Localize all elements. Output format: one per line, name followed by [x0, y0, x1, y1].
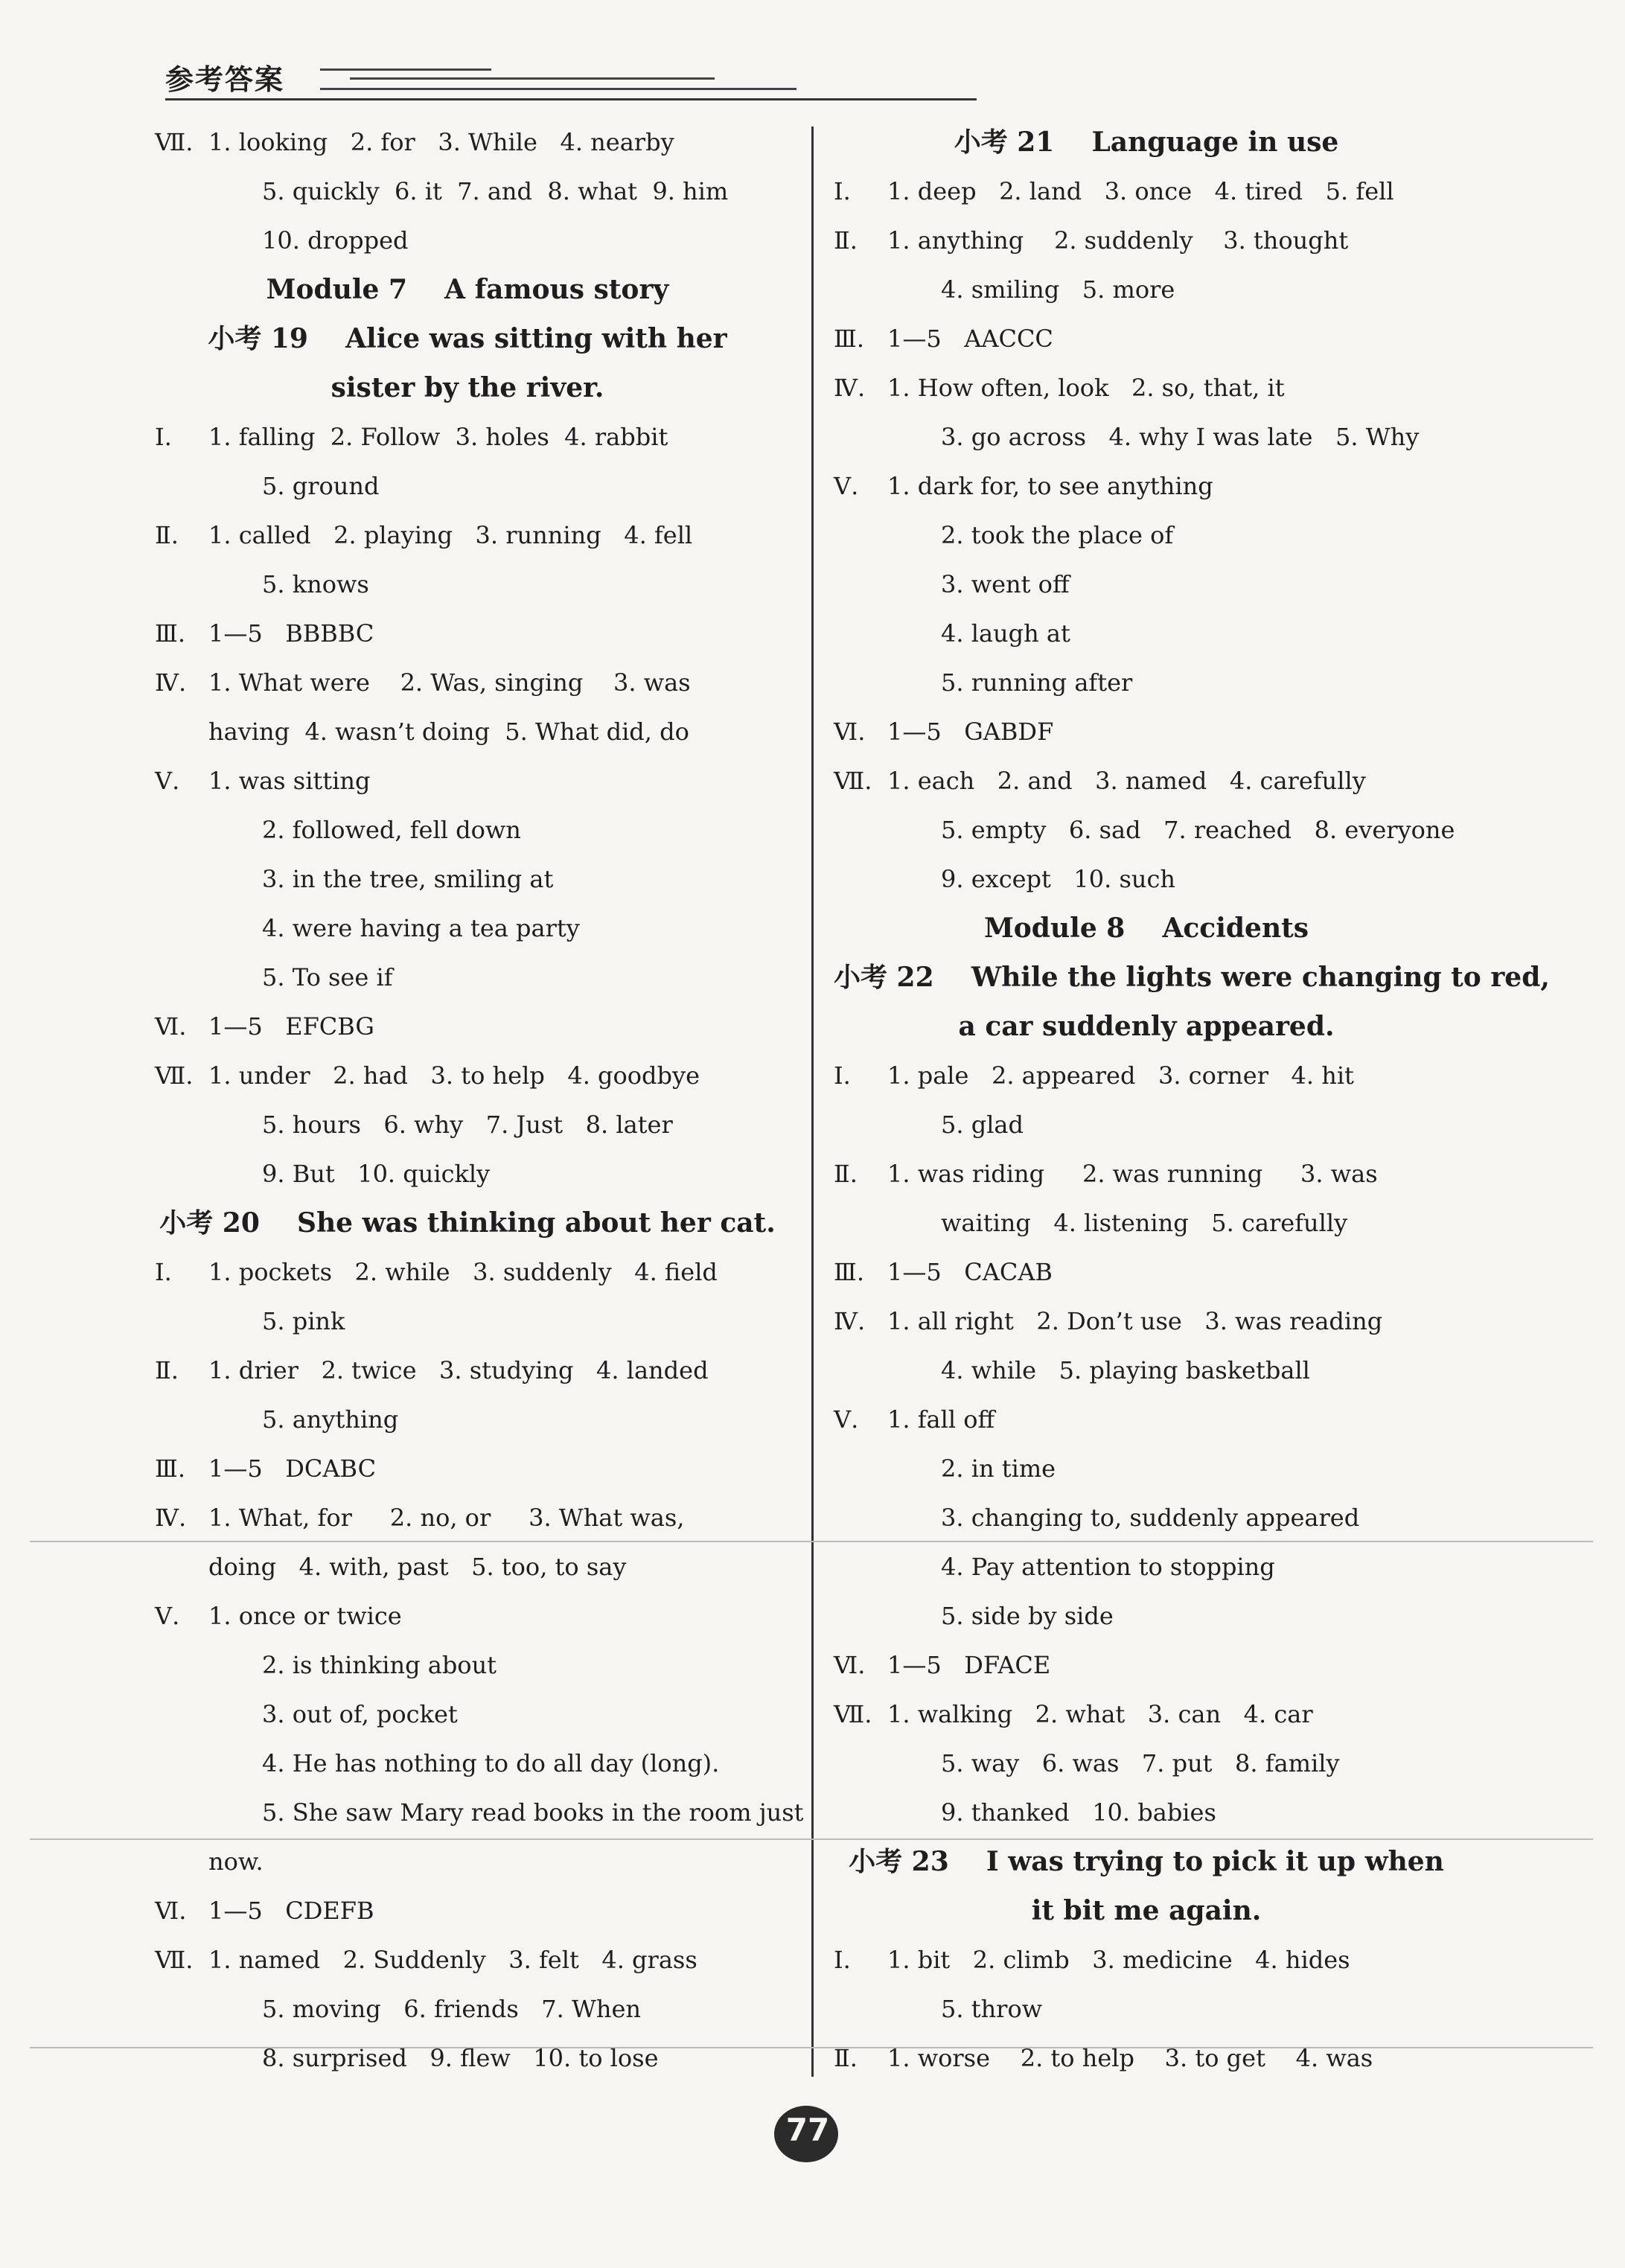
- question-section-numeral: Ⅴ.: [834, 472, 859, 500]
- answer-line: [155, 953, 780, 1002]
- answer-text: 5. hours 6. why 7. Just 8. later: [262, 1111, 673, 1139]
- answer-line: [834, 658, 1459, 707]
- answer-text: 4. were having a tea party: [262, 914, 580, 942]
- answer-line: [155, 1886, 780, 1935]
- question-section-numeral: Ⅵ.: [155, 1012, 187, 1041]
- answer-text: 5. empty 6. sad 7. reached 8. everyone: [941, 816, 1455, 844]
- answer-line: [834, 461, 1459, 511]
- answer-line: [834, 1248, 1459, 1297]
- question-section-numeral: Ⅳ.: [834, 1307, 866, 1335]
- question-section-numeral: Ⅱ.: [834, 1160, 858, 1188]
- question-section-numeral: Ⅵ.: [155, 1897, 187, 1925]
- section-title: 小考 21 Language in use: [954, 127, 1339, 158]
- answer-line: [834, 1346, 1459, 1395]
- answer-text: 1. under 2. had 3. to help 4. goodbye: [208, 1061, 700, 1090]
- question-section-numeral: Ⅱ.: [155, 521, 179, 549]
- answer-text: 10. dropped: [262, 226, 409, 255]
- answer-text: 1. How often, look 2. so, that, it: [887, 374, 1285, 402]
- right-answer-column: [834, 118, 1550, 2083]
- answer-text: 5. pink: [262, 1307, 345, 1335]
- answer-line: [155, 412, 780, 461]
- answer-text: 1. bit 2. climb 3. medicine 4. hides: [887, 1946, 1350, 1974]
- answer-text: 9. But 10. quickly: [262, 1160, 491, 1188]
- question-section-numeral: Ⅱ.: [155, 1356, 179, 1384]
- answer-text: 1—5 CDEFB: [208, 1897, 374, 1925]
- question-section-numeral: Ⅳ.: [834, 374, 866, 402]
- answer-line: [834, 1739, 1459, 1788]
- answer-text: 5. knows: [262, 570, 369, 598]
- section-title: a car suddenly appeared.: [958, 1011, 1335, 1042]
- answer-line: [834, 1788, 1459, 1837]
- question-section-numeral: Ⅳ.: [155, 668, 187, 697]
- answer-line: [155, 1788, 804, 1837]
- answer-text: 4. laugh at: [941, 619, 1070, 648]
- section-title: Module 8 Accidents: [983, 913, 1309, 944]
- answer-text: waiting 4. listening 5. carefully: [941, 1209, 1348, 1237]
- answer-line: [155, 855, 780, 904]
- header-rule: [165, 98, 977, 100]
- question-section-numeral: Ⅰ.: [834, 1061, 851, 1090]
- answer-line: [834, 1395, 1459, 1444]
- page-number-badge: [767, 2095, 849, 2170]
- answer-line: [155, 1739, 780, 1788]
- answer-line: [155, 216, 780, 265]
- answer-line: [155, 1935, 780, 1984]
- answer-text: 5. quickly 6. it 7. and 8. what 9. him: [262, 177, 729, 205]
- answer-text: 1—5 AACCC: [887, 325, 1053, 353]
- answer-line: [155, 1002, 780, 1051]
- section-title: 小考 19 Alice was sitting with her: [208, 323, 727, 354]
- answer-line: [834, 1493, 1459, 1542]
- answer-text: 2. in time: [941, 1454, 1056, 1483]
- answer-text: 1. was riding 2. was running 3. was: [887, 1160, 1378, 1188]
- answer-text: doing 4. with, past 5. too, to say: [208, 1553, 627, 1581]
- answer-text: 3. went off: [941, 570, 1070, 598]
- answer-line: [155, 1297, 780, 1346]
- answer-line: [155, 2034, 780, 2083]
- answer-line: [834, 1051, 1459, 1100]
- question-section-numeral: Ⅰ.: [155, 423, 172, 451]
- answer-text: 3. in the tree, smiling at: [262, 865, 554, 893]
- answer-text: 1. pale 2. appeared 3. corner 4. hit: [887, 1061, 1354, 1090]
- question-section-numeral: Ⅰ.: [834, 177, 851, 205]
- answer-text: 1—5 DFACE: [887, 1651, 1051, 1679]
- answer-line: [155, 609, 780, 658]
- answer-text: 4. He has nothing to do all day (long).: [262, 1749, 720, 1777]
- answer-text: 1. fall off: [887, 1405, 995, 1434]
- answer-line: [155, 1542, 780, 1591]
- answer-line: [155, 1248, 780, 1297]
- answer-line: [155, 1100, 780, 1149]
- answer-line: [155, 756, 780, 805]
- answer-text: 1. anything 2. suddenly 3. thought: [887, 226, 1349, 255]
- answer-line: [834, 265, 1459, 314]
- answer-line: [834, 1984, 1459, 2034]
- answer-line: [834, 1935, 1459, 1984]
- section-title: sister by the river.: [331, 372, 604, 403]
- section-title: 小考 22 While the lights were changing to red,: [834, 962, 1550, 993]
- answer-line: [155, 1051, 780, 1100]
- question-section-numeral: Ⅱ.: [834, 226, 858, 255]
- answer-line: [155, 1837, 780, 1886]
- answer-text: 5. To see if: [262, 963, 393, 991]
- answer-line: [155, 1493, 780, 1542]
- answer-text: 5. She saw Mary read books in the room just: [262, 1798, 804, 1827]
- answer-text: 5. running after: [941, 668, 1133, 697]
- answer-text: 1. was sitting: [208, 767, 371, 795]
- answer-text: 4. smiling 5. more: [941, 275, 1175, 304]
- question-section-numeral: Ⅴ.: [834, 1405, 859, 1434]
- question-section-numeral: Ⅶ.: [834, 767, 872, 795]
- answer-text: 2. took the place of: [941, 521, 1174, 549]
- answer-text: 4. while 5. playing basketball: [941, 1356, 1310, 1384]
- answer-line: [834, 2034, 1459, 2083]
- question-section-numeral: Ⅵ.: [834, 1651, 866, 1679]
- answer-line: [834, 1641, 1459, 1690]
- answer-text: 8. surprised 9. flew 10. to lose: [262, 2044, 659, 2072]
- answer-line: [155, 560, 780, 609]
- answer-line: [155, 904, 780, 953]
- question-section-numeral: Ⅱ.: [834, 2044, 858, 2072]
- answer-text: 5. way 6. was 7. put 8. family: [941, 1749, 1340, 1777]
- answer-line: [834, 609, 1459, 658]
- answer-line: [155, 118, 780, 167]
- header-title: 参考答案: [165, 63, 285, 96]
- page-number: 77: [785, 2112, 830, 2148]
- answer-text: 2. is thinking about: [262, 1651, 497, 1679]
- answer-text: 1. named 2. Suddenly 3. felt 4. grass: [208, 1946, 697, 1974]
- answer-text: 1—5 BBBBC: [208, 619, 374, 648]
- answer-line: [834, 756, 1459, 805]
- answer-line: [834, 1542, 1459, 1591]
- answer-text: 1. dark for, to see anything: [887, 472, 1213, 500]
- answer-text: 1. each 2. and 3. named 4. carefully: [887, 767, 1366, 795]
- answer-line: [834, 805, 1459, 855]
- answer-line: [155, 167, 780, 216]
- answer-text: 5. glad: [941, 1111, 1024, 1139]
- answer-text: 5. anything: [262, 1405, 399, 1434]
- answer-text: 1. once or twice: [208, 1602, 402, 1630]
- answer-text: 1. pockets 2. while 3. suddenly 4. field: [208, 1258, 718, 1286]
- answer-text: 5. throw: [941, 1995, 1043, 2023]
- answer-line: [155, 1149, 780, 1198]
- question-section-numeral: Ⅴ.: [155, 1602, 180, 1630]
- answer-line: [155, 1395, 780, 1444]
- question-section-numeral: Ⅲ.: [155, 619, 186, 648]
- answer-text: 9. except 10. such: [941, 865, 1176, 893]
- answer-line: [834, 1297, 1459, 1346]
- answer-text: 5. side by side: [941, 1602, 1114, 1630]
- answer-line: [834, 1690, 1459, 1739]
- question-section-numeral: Ⅲ.: [834, 325, 865, 353]
- answer-line: [155, 461, 780, 511]
- answer-line: [155, 1591, 780, 1641]
- answer-text: 5. ground: [262, 472, 380, 500]
- question-section-numeral: Ⅰ.: [155, 1258, 172, 1286]
- answer-text: 5. moving 6. friends 7. When: [262, 1995, 642, 2023]
- answer-line: [834, 511, 1459, 560]
- answer-line: [155, 658, 780, 707]
- answer-line: [834, 1149, 1459, 1198]
- question-section-numeral: Ⅳ.: [155, 1504, 187, 1532]
- question-section-numeral: Ⅶ.: [155, 1061, 194, 1090]
- answer-text: 1. falling 2. Follow 3. holes 4. rabbit: [208, 423, 668, 451]
- answer-line: [155, 1641, 780, 1690]
- answer-text: 1—5 DCABC: [208, 1454, 377, 1483]
- section-title: Module 7 A famous story: [266, 274, 669, 305]
- answer-text: 4. Pay attention to stopping: [941, 1553, 1275, 1581]
- question-section-numeral: Ⅲ.: [155, 1454, 186, 1483]
- question-section-numeral: Ⅰ.: [834, 1946, 851, 1974]
- question-section-numeral: Ⅵ.: [834, 718, 866, 746]
- answer-text: 1—5 EFCBG: [208, 1012, 374, 1041]
- answer-text: 1. What, for 2. no, or 3. What was,: [208, 1504, 685, 1532]
- answer-line: [834, 167, 1459, 216]
- answer-line: [155, 805, 780, 855]
- answer-text: 1. drier 2. twice 3. studying 4. landed: [208, 1356, 709, 1384]
- header-decoration-line: [320, 88, 796, 90]
- answer-text: 1. all right 2. Don’t use 3. was reading: [887, 1307, 1383, 1335]
- answer-text: 1. deep 2. land 3. once 4. tired 5. fell: [887, 177, 1394, 205]
- answer-text: 9. thanked 10. babies: [941, 1798, 1216, 1827]
- answer-line: [155, 511, 780, 560]
- question-section-numeral: Ⅲ.: [834, 1258, 865, 1286]
- section-title: 小考 20 She was thinking about her cat.: [159, 1207, 776, 1239]
- answer-line: [834, 1198, 1459, 1248]
- answer-line: [155, 1444, 780, 1493]
- answer-text: having 4. wasn’t doing 5. What did, do: [208, 718, 689, 746]
- section-title: it bit me again.: [1031, 1895, 1262, 1926]
- answer-text: 2. followed, fell down: [262, 816, 521, 844]
- answer-line: [834, 1100, 1459, 1149]
- answer-text: now.: [208, 1847, 264, 1876]
- header-decoration-line: [320, 68, 491, 71]
- answer-line: [155, 1984, 780, 2034]
- header-decoration-line: [350, 77, 715, 80]
- answer-text: 1. What were 2. Was, singing 3. was: [208, 668, 691, 697]
- left-answer-column: [155, 118, 804, 2083]
- section-title: 小考 23 I was trying to pick it up when: [849, 1846, 1444, 1877]
- column-divider: [811, 127, 814, 2077]
- question-section-numeral: Ⅶ.: [834, 1700, 872, 1728]
- question-section-numeral: Ⅴ.: [155, 767, 180, 795]
- question-section-numeral: Ⅶ.: [155, 128, 194, 156]
- answer-line: [834, 855, 1459, 904]
- answer-text: 3. out of, pocket: [262, 1700, 458, 1728]
- answer-line: [834, 412, 1459, 461]
- answer-text: 1. walking 2. what 3. can 4. car: [887, 1700, 1313, 1728]
- answer-line: [155, 707, 780, 756]
- question-section-numeral: Ⅶ.: [155, 1946, 194, 1974]
- answer-line: [834, 1591, 1459, 1641]
- answer-text: 1—5 CACAB: [887, 1258, 1053, 1286]
- answer-text: 3. changing to, suddenly appeared: [941, 1504, 1360, 1532]
- answer-line: [834, 363, 1459, 412]
- answer-text: 1—5 GABDF: [887, 718, 1054, 746]
- answer-line: [834, 1444, 1459, 1493]
- answer-text: 1. worse 2. to help 3. to get 4. was: [887, 2044, 1373, 2072]
- answer-line: [834, 216, 1459, 265]
- answer-line: [155, 1346, 780, 1395]
- answer-line: [834, 314, 1459, 363]
- answer-line: [834, 560, 1459, 609]
- answer-text: 3. go across 4. why I was late 5. Why: [941, 423, 1420, 451]
- answer-line: [834, 707, 1459, 756]
- answer-text: 1. looking 2. for 3. While 4. nearby: [208, 128, 674, 156]
- answer-text: 1. called 2. playing 3. running 4. fell: [208, 521, 693, 549]
- answer-line: [155, 1690, 780, 1739]
